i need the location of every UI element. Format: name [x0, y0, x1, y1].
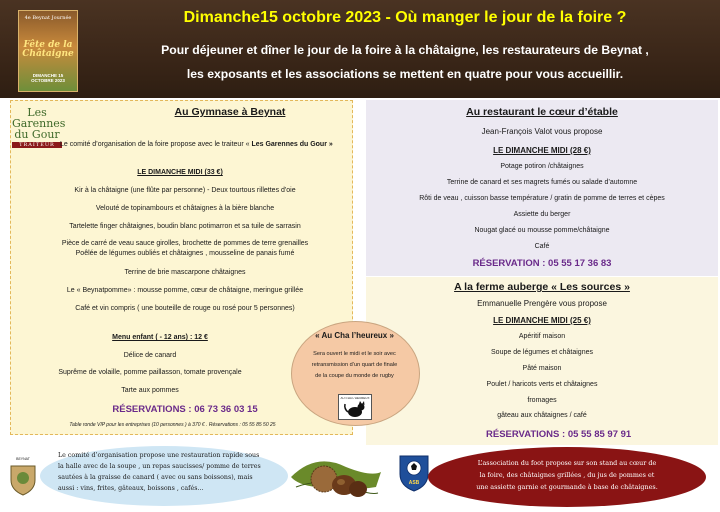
gymnase-menu-line: Terrine de brie mascarpone châtaignes	[124, 269, 246, 276]
vip-note: Table ronde VIP pour les entreprises (10 personnes ) à 370 € . Réservations : 05 55 85 50 25	[69, 422, 276, 428]
kids-menu-line: Délice de canard	[123, 352, 177, 359]
festival-poster-image	[18, 10, 78, 92]
cha-lheureux-logo-text: AU CHA L'HEUREUX	[340, 396, 370, 400]
coeur-etable-menu-line: Potage potiron /châtaignes	[500, 163, 584, 170]
gymnase-menu-line: Le « Beynatpomme» : mousse pomme, cœur de châtaigne, meringue grillée	[66, 287, 304, 294]
poster-line2: Fête de la Châtaigne	[22, 40, 74, 59]
ferme-auberge-menu-line: Poulet / haricots verts et châtaignes	[486, 381, 598, 388]
traiteur-name: Les Garennes du Gour »	[251, 141, 333, 148]
poster-line1: 4e Beynat Journée	[24, 15, 72, 21]
coeur-etable-chef: Jean-François Valot vous propose	[481, 127, 603, 136]
gymnase-intro	[60, 141, 333, 148]
poster-line3: DIMANCHE 15 OCTOBRE 2023	[31, 73, 65, 83]
asb-football-club-icon	[398, 452, 430, 492]
kids-menu-title: Menu enfant ( - 12 ans) : 12 €	[112, 334, 208, 341]
ferme-auberge-menu-title: LE DIMANCHE MIDI (25 €)	[493, 316, 591, 325]
comite-text-line: Le comité d’organisation propose une restauration rapide sous	[58, 452, 260, 459]
ferme-auberge-menu-line: fromages	[527, 397, 557, 404]
gymnase-menu-line: Café et vin compris ( une bouteille de rouge ou rosé pour 5 personnes)	[75, 305, 295, 312]
gymnase-menu-line: Velouté de topinambours et châtaignes à la bière blanche	[95, 205, 275, 212]
comite-text-line: aussi : vins, frites, gâteaux, boissons , cafés...	[58, 485, 204, 492]
foot-text-line: L’association du foot propose sur son stand au cœur de	[477, 459, 657, 467]
coeur-etable-menu-title: LE DIMANCHE MIDI (28 €)	[493, 146, 591, 155]
intro-prefix: Le comité d’organisation de la foire propose avec le traiteur «	[60, 141, 252, 148]
gymnase-reservation: RÉSERVATIONS : 06 73 36 03 15	[112, 404, 258, 415]
subtitle-line-2: les exposants et les associations se mettent en quatre pour vous accueillir.	[186, 67, 624, 81]
coeur-etable-reservation: RÉSERVATION : 05 55 17 36 83	[472, 258, 612, 269]
cha-lheureux-line: de la coupe du monde de rugby	[315, 373, 394, 379]
comite-text-line: la halle avec de la soupe , un repas saucisses/ pomme de terres	[58, 463, 261, 470]
gymnase-menu-line: Tartelette finger châtaignes, boudin blanc potimarron et sa tuile de sarrasin	[69, 223, 301, 230]
foot-text-line: la foire, des châtaignes grillées , du jus de pommes et	[479, 471, 655, 479]
chestnuts-image	[286, 447, 384, 507]
gymnase-menu-line: Kir à la châtaigne (une flûte par personne) - Deux tourtous rillettes d'oie	[74, 187, 296, 194]
cat-icon	[339, 399, 371, 419]
logo-line3: du Gour	[14, 128, 60, 141]
ferme-auberge-menu-line: Pâté maison	[522, 365, 562, 372]
coeur-etable-menu-line: Assiette du berger	[513, 211, 571, 218]
garennes-du-gour-logo	[12, 106, 66, 154]
beynat-crest-icon	[8, 457, 38, 496]
asb-label: ASB	[408, 480, 420, 486]
logo-line2: Garennes	[12, 117, 66, 130]
crest-label: BEYNAT	[16, 457, 30, 461]
ferme-auberge-menu-line: Soupe de légumes et châtaignes	[491, 349, 593, 356]
gymnase-menu-line: Poêlée de légumes oubliés et châtaignes , mousseline de panais fumé	[75, 250, 295, 257]
kids-menu-line: Suprême de volaille, pomme paillasson, tomate provençale	[58, 369, 242, 376]
gymnase-heading: Au Gymnase à Beynat	[174, 106, 286, 118]
cha-lheureux-line: retransmission d’un quart de finale	[311, 362, 398, 368]
coeur-etable-menu-line: Rôti de veau , cuisson basse température / gratin de pomme de terres et cèpes	[419, 195, 665, 202]
coeur-etable-menu-line: Café	[534, 243, 550, 250]
comite-text-line: sautées à la graisse de canard ( avec ou sans boissons), mais	[58, 474, 253, 481]
kids-menu-line: Tarte aux pommes	[121, 387, 179, 394]
ferme-auberge-heading: A la ferme auberge « Les sources »	[454, 281, 630, 293]
logo-line1: Les	[27, 106, 47, 119]
cha-lheureux-title: « Au Cha l’heureux »	[315, 331, 394, 340]
cha-lheureux-line: Sera ouvert le midi et le soir avec	[313, 351, 396, 357]
gymnase-menu-line: Pièce de carré de veau sauce girolles, brochette de pommes de terre grenailles	[61, 240, 309, 247]
subtitle-line-1: Pour déjeuner et dîner le jour de la foire à la châtaigne, les restaurateurs de Beynat ,	[161, 43, 649, 57]
gymnase-menu-title: LE DIMANCHE MIDI (33 €)	[137, 169, 223, 176]
logo-tag: TRAITEUR	[12, 142, 62, 148]
ferme-auberge-menu-line: gâteau aux châtaignes / café	[497, 412, 587, 419]
ferme-auberge-menu-line: Apéritif maison	[518, 333, 566, 340]
foot-text-line: une assiette garnie et gourmande à base de châtaignes.	[476, 483, 658, 491]
coeur-etable-menu-line: Terrine de canard et ses magrets fumés ou salade d’automne	[446, 179, 638, 186]
coeur-etable-menu-line: Nougat glacé ou mousse pomme/châtaigne	[474, 227, 610, 234]
coeur-etable-heading: Au restaurant le cœur d’étable	[466, 106, 618, 118]
ferme-auberge-chef: Emmanuelle Prengère vous propose	[477, 299, 607, 308]
ferme-auberge-reservation: RÉSERVATIONS : 05 55 85 97 91	[486, 429, 632, 440]
cha-lheureux-logo-icon	[338, 394, 372, 420]
page-title: Dimanche15 octobre 2023 - Où manger le jour de la foire ?	[183, 9, 627, 26]
